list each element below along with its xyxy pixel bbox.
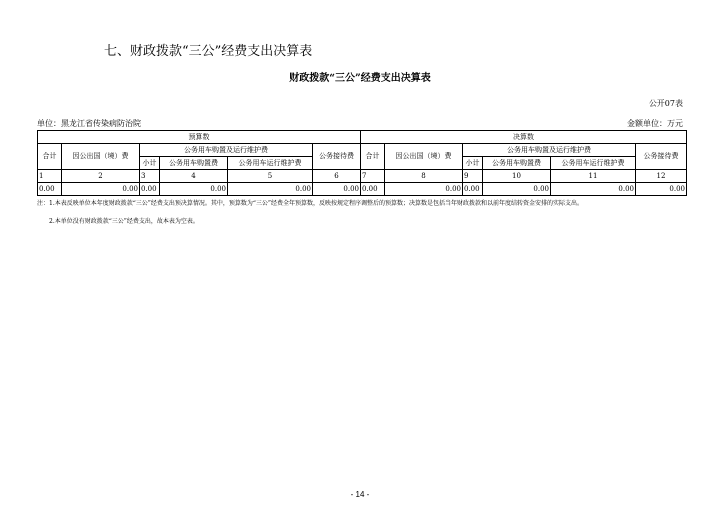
- budget-total-header: 合计: [38, 144, 62, 170]
- index-cell: 3: [140, 170, 160, 183]
- value-cell: 0.00: [483, 183, 551, 196]
- index-cell: 10: [483, 170, 551, 183]
- budget-reception-header: 公务接待费: [313, 144, 361, 170]
- budget-header: 预算数: [38, 131, 361, 144]
- index-cell: 7: [361, 170, 385, 183]
- actual-header: 决算数: [361, 131, 687, 144]
- actual-subtotal-header: 小计: [463, 157, 483, 170]
- index-cell: 8: [385, 170, 463, 183]
- actual-abroad-header: 因公出国（境）费: [385, 144, 463, 170]
- section-heading: 七、财政拨款“三公”经费支出决算表: [104, 44, 313, 59]
- value-cell: 0.00: [228, 183, 313, 196]
- value-cell: 0.00: [551, 183, 636, 196]
- actual-total-header: 合计: [361, 144, 385, 170]
- unit-name: 单位：黑龙江省传染病防治院: [37, 119, 141, 128]
- index-row: [38, 170, 687, 183]
- actual-vehicle-purchase-header: 公务用车购置费: [483, 157, 551, 170]
- table-note-1: 注：1.本表反映单位本年度财政拨款“三公”经费支出预决算情况。其中，预算数为“三公”经费全年预算数，反映按规定程序调整后的预算数；决算数是包括当年财政拨款和以前年度结转资金安排的实际支出。: [37, 200, 583, 207]
- actual-vehicle-operation-header: 公务用车运行维护费: [551, 157, 636, 170]
- actual-reception-header: 公务接待费: [636, 144, 687, 170]
- value-cell: 0.00: [361, 183, 385, 196]
- currency-unit: 金额单位：万元: [627, 119, 683, 128]
- index-cell: 6: [313, 170, 361, 183]
- value-cell: 0.00: [636, 183, 687, 196]
- budget-vehicle-operation-header: 公务用车运行维护费: [228, 157, 313, 170]
- index-cell: 2: [62, 170, 140, 183]
- value-cell: 0.00: [62, 183, 140, 196]
- index-cell: 1: [38, 170, 62, 183]
- expenditure-table: [37, 130, 687, 196]
- value-cell: 0.00: [140, 183, 160, 196]
- index-cell: 9: [463, 170, 483, 183]
- page-number: - 14 -: [350, 490, 370, 499]
- index-cell: 12: [636, 170, 687, 183]
- document-title: 财政拨款“三公”经费支出决算表: [289, 73, 431, 84]
- value-cell: 0.00: [160, 183, 228, 196]
- value-row: [38, 183, 687, 196]
- value-cell: 0.00: [38, 183, 62, 196]
- header-row-1: [38, 131, 687, 144]
- table-note-2: 2.本单位没有财政拨款“三公”经费支出，故本表为空表。: [49, 218, 199, 225]
- index-cell: 5: [228, 170, 313, 183]
- budget-vehicle-purchase-header: 公务用车购置费: [160, 157, 228, 170]
- value-cell: 0.00: [385, 183, 463, 196]
- value-cell: 0.00: [313, 183, 361, 196]
- budget-abroad-header: 因公出国（境）费: [62, 144, 140, 170]
- budget-subtotal-header: 小计: [140, 157, 160, 170]
- actual-vehicle-group-header: 公务用车购置及运行维护费: [463, 144, 636, 157]
- value-cell: 0.00: [463, 183, 483, 196]
- index-cell: 11: [551, 170, 636, 183]
- form-code: 公开07表: [648, 99, 683, 108]
- header-row-2: [38, 144, 687, 157]
- budget-vehicle-group-header: 公务用车购置及运行维护费: [140, 144, 313, 157]
- index-cell: 4: [160, 170, 228, 183]
